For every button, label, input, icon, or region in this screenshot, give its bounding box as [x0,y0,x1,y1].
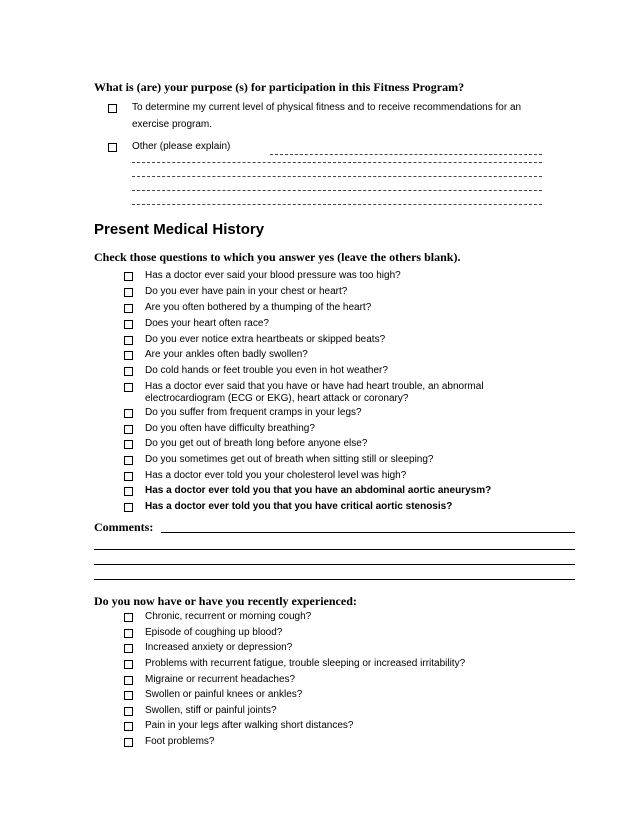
checkbox[interactable] [124,487,133,496]
question-item[interactable] [124,270,401,282]
question-text: Has a doctor ever said your blood pressure was too high? [145,270,401,281]
question-text: Foot problems? [145,736,215,747]
question-text: Episode of coughing up blood? [145,627,283,638]
checkbox[interactable] [124,304,133,313]
question-text: Has a doctor ever told you that you have critical aortic stenosis? [145,501,453,512]
checkbox[interactable] [124,691,133,700]
question-item[interactable] [124,485,491,497]
section-title: Present Medical History [94,221,265,238]
question-item[interactable] [124,501,452,513]
checkbox[interactable] [124,383,133,392]
question-item[interactable] [124,286,347,298]
medical-instruction: Check those questions to which you answer yes (leave the others blank). [94,250,461,264]
question-text: Increased anxiety or depression? [145,642,293,653]
checkbox[interactable] [124,440,133,449]
question-text: Problems with recurrent fatigue, trouble sleeping or increased irritability? [145,658,466,669]
question-item[interactable] [124,381,484,405]
checkbox[interactable] [124,320,133,329]
purpose-option-label-cont: exercise program. [132,119,213,130]
question-item[interactable] [124,720,353,732]
checkbox[interactable] [124,456,133,465]
purpose-question: What is (are) your purpose (s) for participation in this Fitness Program? [94,80,465,94]
question-item[interactable] [124,349,308,361]
question-text: Do you ever notice extra heartbeats or skipped beats? [145,334,386,345]
checkbox[interactable] [124,707,133,716]
checkbox[interactable] [124,644,133,653]
question-text: Pain in your legs after walking short distances? [145,720,354,731]
question-item[interactable] [124,627,282,639]
other-explain-line[interactable] [132,190,542,191]
question-item[interactable] [124,454,434,466]
purpose-option-label: Other (please explain) [132,141,231,152]
question-text: Has a doctor ever told you your cholesterol level was high? [145,470,407,481]
checkbox[interactable] [124,738,133,747]
question-text: Do you often have difficulty breathing? [145,423,315,434]
question-text-cont: electrocardiogram (ECG or EKG), heart attack or coronary? [145,393,409,404]
checkbox[interactable] [124,336,133,345]
question-text: Are you often bothered by a thumping of the heart? [145,302,372,313]
checkbox[interactable] [124,288,133,297]
checkbox[interactable] [108,143,117,152]
question-item[interactable] [124,611,311,623]
question-item[interactable] [124,705,277,717]
question-text: Has a doctor ever said that you have or have had heart trouble, an abnormal [145,381,484,392]
question-text: Do you suffer from frequent cramps in your legs? [145,407,362,418]
other-explain-line[interactable] [132,176,542,177]
question-item[interactable] [124,318,269,330]
other-explain-line[interactable] [132,162,542,163]
question-item[interactable] [124,642,292,654]
question-text: Do cold hands or feet trouble you even in hot weather? [145,365,388,376]
question-text: Migraine or recurrent headaches? [145,674,296,685]
question-text: Chronic, recurrent or morning cough? [145,611,312,622]
question-item[interactable] [124,470,406,482]
other-explain-line[interactable] [132,204,542,205]
question-item[interactable] [124,674,295,686]
comments-label: Comments: [94,520,154,534]
checkbox[interactable] [124,629,133,638]
checkbox[interactable] [124,367,133,376]
experienced-question: Do you now have or have you recently experienced: [94,594,357,608]
checkbox[interactable] [124,722,133,731]
comments-line[interactable] [161,532,575,533]
checkbox[interactable] [124,351,133,360]
question-item[interactable] [124,407,362,419]
question-text: Do you sometimes get out of breath when sitting still or sleeping? [145,454,434,465]
question-text: Does your heart often race? [145,318,269,329]
other-explain-line[interactable] [270,154,542,155]
checkbox[interactable] [124,409,133,418]
question-text: Do you get out of breath long before anyone else? [145,438,368,449]
comments-line[interactable] [94,549,575,550]
question-item[interactable] [124,365,388,377]
purpose-option-label: To determine my current level of physical fitness and to receive recommendations for an [132,102,522,113]
question-item[interactable] [124,438,367,450]
checkbox[interactable] [124,676,133,685]
comments-line[interactable] [94,564,575,565]
question-item[interactable] [124,736,214,748]
question-item[interactable] [124,334,385,346]
question-item[interactable] [124,689,302,701]
comments-line[interactable] [94,579,575,580]
purpose-option-other[interactable] [108,141,230,153]
question-text: Swollen or painful knees or ankles? [145,689,303,700]
checkbox[interactable] [124,660,133,669]
question-text: Are your ankles often badly swollen? [145,349,308,360]
question-text: Swollen, stiff or painful joints? [145,705,277,716]
purpose-option-fitness[interactable] [108,102,548,131]
question-item[interactable] [124,423,315,435]
question-text: Do you ever have pain in your chest or heart? [145,286,348,297]
checkbox[interactable] [108,104,117,113]
checkbox[interactable] [124,425,133,434]
checkbox[interactable] [124,272,133,281]
question-text: Has a doctor ever told you that you have an abdominal aortic aneurysm? [145,485,492,496]
checkbox[interactable] [124,472,133,481]
question-item[interactable] [124,302,371,314]
checkbox[interactable] [124,613,133,622]
question-item[interactable] [124,658,465,670]
checkbox[interactable] [124,503,133,512]
